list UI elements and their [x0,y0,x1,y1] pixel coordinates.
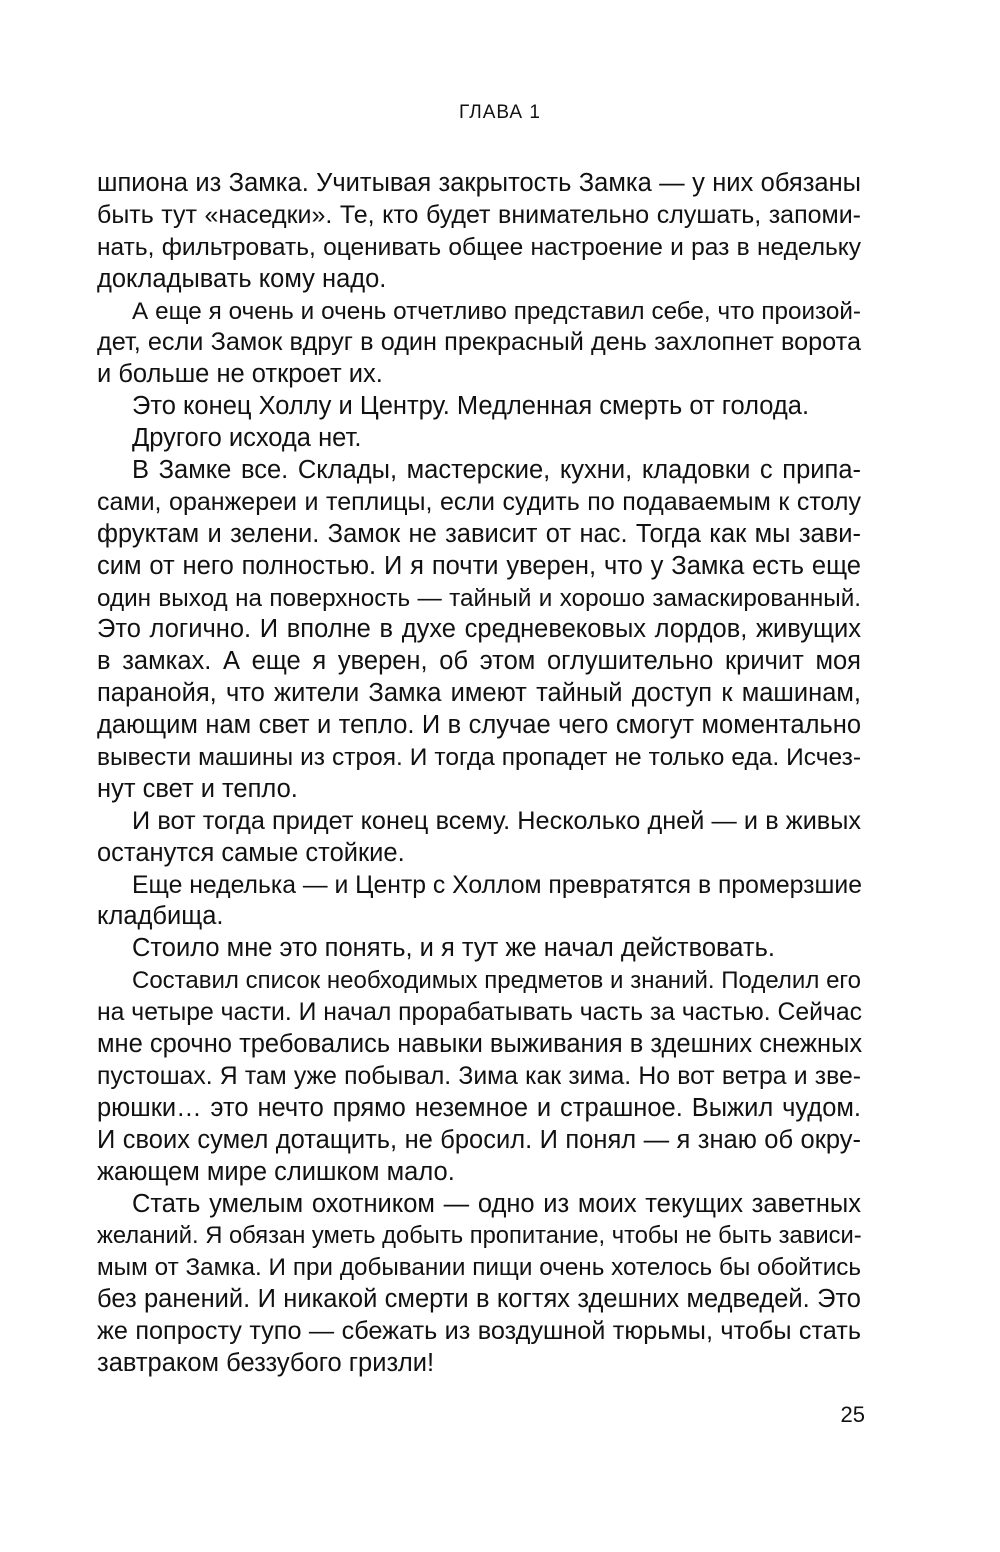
text-line: быть тут «наседки». Те, кто будет внимательно слушать, запоми- [97,200,861,229]
text-line: А еще я очень и очень отчетливо представил себе, что произой- [132,297,861,325]
text-line: Другого исхода нет. [132,424,362,453]
text-line: дающим нам свет и тепло. И в случае чего смогут моментально [97,711,861,740]
text-line: фруктам и зелени. Замок не зависит от нас. Тогда как мы зави- [97,519,861,548]
text-line: вывести машины из строя. И тогда пропадет не только еда. Исчез- [97,744,861,772]
text-line: Это логично. И вполне в духе средневековых лордов, живущих [97,615,861,644]
text-line: В Замке все. Склады, мастерские, кухни, кладовки с припа- [132,456,861,485]
text-line: Это конец Холлу и Центру. Медленная смерть от голода. [132,392,810,421]
text-line: без ранений. И никакой смерти в когтях здешних медведей. Это [97,1285,861,1314]
text-line: сами, оранжереи и теплицы, если судить по подаваемым к столу [97,487,861,516]
text-line: мым от Замка. И при добывании пищи очень хотелось бы обойтись [97,1254,861,1282]
text-line: Стоило мне это понять, и я тут же начал действовать. [132,934,775,963]
text-line: сим от него полностью. И я почти уверен, что у Замка есть еще [97,551,861,580]
text-line: Еще неделька — и Центр с Холлом превратятся в промерзшие [132,871,862,899]
text-line: Стать умелым охотником — одно из моих текущих заветных [132,1189,861,1218]
chapter-header: ГЛАВА 1 [459,102,541,123]
text-line: и больше не откроет их. [97,360,383,389]
text-line: И своих сумел дотащить, не бросил. И понял — я знаю об окру- [97,1125,861,1154]
body-text [97,168,861,1380]
text-line: на четыре части. И начал прорабатывать часть за частью. Сейчас [97,999,862,1027]
text-line: желаний. Я обязан уметь добыть пропитание, чтобы не быть зависи- [97,1222,862,1250]
text-line: шпиона из Замка. Учитывая закрытость Замка — у них обязаны [97,169,861,197]
text-line: завтраком беззубого гризли! [97,1348,435,1377]
text-line: мне срочно требовались навыки выживания в здешних снежных [97,1030,863,1059]
page-number: 25 [840,1402,865,1427]
text-line: в замках. А еще я уверен, об этом оглушительно кричит моя [97,647,861,676]
text-line: нут свет и тепло. [97,774,298,803]
text-line: кладбища. [97,902,224,931]
text-line: Составил список необходимых предметов и знаний. Поделил его [132,967,861,995]
text-line: останутся самые стойкие. [97,838,405,867]
text-line: докладывать кому надо. [97,264,387,293]
text-line: же попросту тупо — сбежать из воздушной тюрьмы, чтобы стать [97,1317,861,1346]
text-line: паранойя, что жители Замка имеют тайный доступ к машинам, [97,679,861,708]
text-line: один выход на поверхность — тайный и хорошо замаскированный. [97,584,861,612]
text-line: пустошах. Я там уже побывал. Зима как зима. Но вот ветра и зве- [97,1062,861,1090]
text-line: рюшки… это нечто прямо неземное и страшное. Выжил чудом. [97,1093,861,1122]
text-line: дет, если Замок вдруг в один прекрасный день захлопнет ворота [97,328,861,357]
text-line: нать, фильтровать, оценивать общее настроение и раз в недельку [97,233,861,261]
text-line: И вот тогда придет конец всему. Несколько дней — и в живых [132,806,861,835]
text-line: жающем мире слишком мало. [97,1157,455,1186]
